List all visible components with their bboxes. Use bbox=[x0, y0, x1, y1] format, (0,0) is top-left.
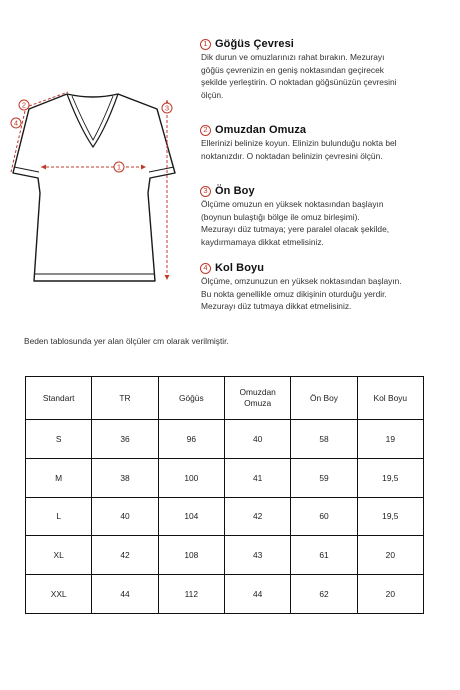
number-badge: 4 bbox=[200, 263, 211, 274]
guide-description bbox=[201, 137, 450, 162]
guide-title: Kol Boyu bbox=[215, 262, 265, 274]
guide-line: göğüs çevrenizin en geniş noktasından geçirecek bbox=[201, 64, 384, 75]
table-header-cell: Göğüs bbox=[158, 377, 224, 420]
tshirt-outline bbox=[13, 94, 175, 281]
table-cell: 100 bbox=[158, 458, 224, 497]
table-cell: 20 bbox=[357, 536, 423, 575]
guide-head bbox=[200, 38, 450, 50]
guide-description bbox=[201, 198, 450, 248]
table-header-cell: Ön Boy bbox=[291, 377, 357, 420]
guide-front-length bbox=[200, 185, 450, 248]
table-cell: 42 bbox=[92, 536, 158, 575]
number-badge: 3 bbox=[200, 186, 211, 197]
table-row bbox=[26, 575, 424, 614]
table-row bbox=[26, 458, 424, 497]
guide-line: Ölçüme, omzunuzun en yüksek noktasından başlayın. bbox=[201, 276, 402, 286]
table-header-cell: Kol Boyu bbox=[357, 377, 423, 420]
table-cell: 19,5 bbox=[357, 497, 423, 536]
guide-line: Mezurayı düz tutmaya; yere paralel olacak şekilde, bbox=[201, 224, 390, 234]
table-cell: 61 bbox=[291, 536, 357, 575]
guide-head bbox=[200, 185, 450, 197]
guide-line: Ölçüme omuzun en yüksek noktasından başlayın bbox=[201, 199, 384, 209]
table-row bbox=[26, 420, 424, 459]
marker-1 bbox=[114, 162, 124, 172]
guide-line: Ellerinizi belinize koyun. Elinizin bulunduğu nokta bel bbox=[201, 138, 397, 148]
table-cell: 96 bbox=[158, 420, 224, 459]
guide-sleeve bbox=[200, 262, 450, 313]
table-cell: 112 bbox=[158, 575, 224, 614]
table-cell: 58 bbox=[291, 420, 357, 459]
table-header-cell: Omuzdan Omuza bbox=[224, 377, 290, 420]
number-badge: 2 bbox=[200, 125, 211, 136]
table-cell: 44 bbox=[92, 575, 158, 614]
guide-line: Mezurayı düz tutmaya dikkat etmelisiniz. bbox=[201, 301, 352, 311]
guide-chest bbox=[200, 38, 450, 101]
table-cell: 108 bbox=[158, 536, 224, 575]
size-table bbox=[25, 376, 424, 614]
guide-shoulder bbox=[200, 124, 450, 162]
table-cell: 60 bbox=[291, 497, 357, 536]
arrowhead bbox=[165, 275, 170, 280]
guide-description bbox=[201, 275, 450, 313]
table-cell: 42 bbox=[224, 497, 290, 536]
guide-head bbox=[200, 124, 450, 136]
guide-title: Göğüs Çevresi bbox=[215, 38, 294, 50]
table-cell: 59 bbox=[291, 458, 357, 497]
svg-text:2: 2 bbox=[21, 100, 27, 110]
marker-3 bbox=[162, 103, 172, 113]
guide-description bbox=[201, 51, 450, 101]
guide-line: Dik durun ve omuzlarınızı rahat bırakın. Mezurayı bbox=[201, 52, 385, 62]
tshirt-measurement-figure bbox=[0, 80, 200, 300]
guide-title: Ön Boy bbox=[215, 185, 255, 197]
table-header-cell: Standart bbox=[26, 377, 92, 420]
table-cell: 44 bbox=[224, 575, 290, 614]
table-cell: XL bbox=[26, 536, 92, 575]
guide-line: ölçün. bbox=[201, 89, 224, 100]
table-cell: XXL bbox=[26, 575, 92, 614]
table-cell: 19,5 bbox=[357, 458, 423, 497]
guide-head bbox=[200, 262, 450, 274]
table-row bbox=[26, 536, 424, 575]
table-row bbox=[26, 497, 424, 536]
guide-line: kaydırmamaya dikkat etmelisiniz. bbox=[201, 236, 324, 247]
table-cell: 20 bbox=[357, 575, 423, 614]
table-cell: 38 bbox=[92, 458, 158, 497]
table-cell: 19 bbox=[357, 420, 423, 459]
table-cell: 40 bbox=[224, 420, 290, 459]
guide-line: noktanızdır. O noktadan belinizin çevresini ölçün. bbox=[201, 150, 383, 161]
marker-2 bbox=[19, 100, 29, 110]
table-cell: S bbox=[26, 420, 92, 459]
table-header-row bbox=[26, 377, 424, 420]
table-cell: 41 bbox=[224, 458, 290, 497]
table-cell: 40 bbox=[92, 497, 158, 536]
table-cell: 43 bbox=[224, 536, 290, 575]
table-cell: 62 bbox=[291, 575, 357, 614]
svg-text:3: 3 bbox=[164, 103, 170, 113]
guide-line: Bu nokta genellikle omuz dikişinin oturduğu yerdir. bbox=[201, 288, 387, 299]
marker-4 bbox=[11, 118, 21, 128]
guide-line: (boynun bulaştığı bölge ile omuz birleşimi). bbox=[201, 211, 360, 222]
table-cell: L bbox=[26, 497, 92, 536]
table-header-cell: TR bbox=[92, 377, 158, 420]
svg-text:4: 4 bbox=[13, 118, 19, 128]
guide-line: şekilde yerleştirin. O noktadan göğsünüzün çevresini bbox=[201, 77, 397, 87]
units-note: Beden tablosunda yer alan ölçüler cm olarak verilmiştir. bbox=[24, 336, 229, 346]
table-cell: 104 bbox=[158, 497, 224, 536]
number-badge: 1 bbox=[200, 39, 211, 50]
table-cell: M bbox=[26, 458, 92, 497]
guide-title: Omuzdan Omuza bbox=[215, 124, 307, 136]
svg-text:1: 1 bbox=[116, 162, 122, 172]
table-cell: 36 bbox=[92, 420, 158, 459]
